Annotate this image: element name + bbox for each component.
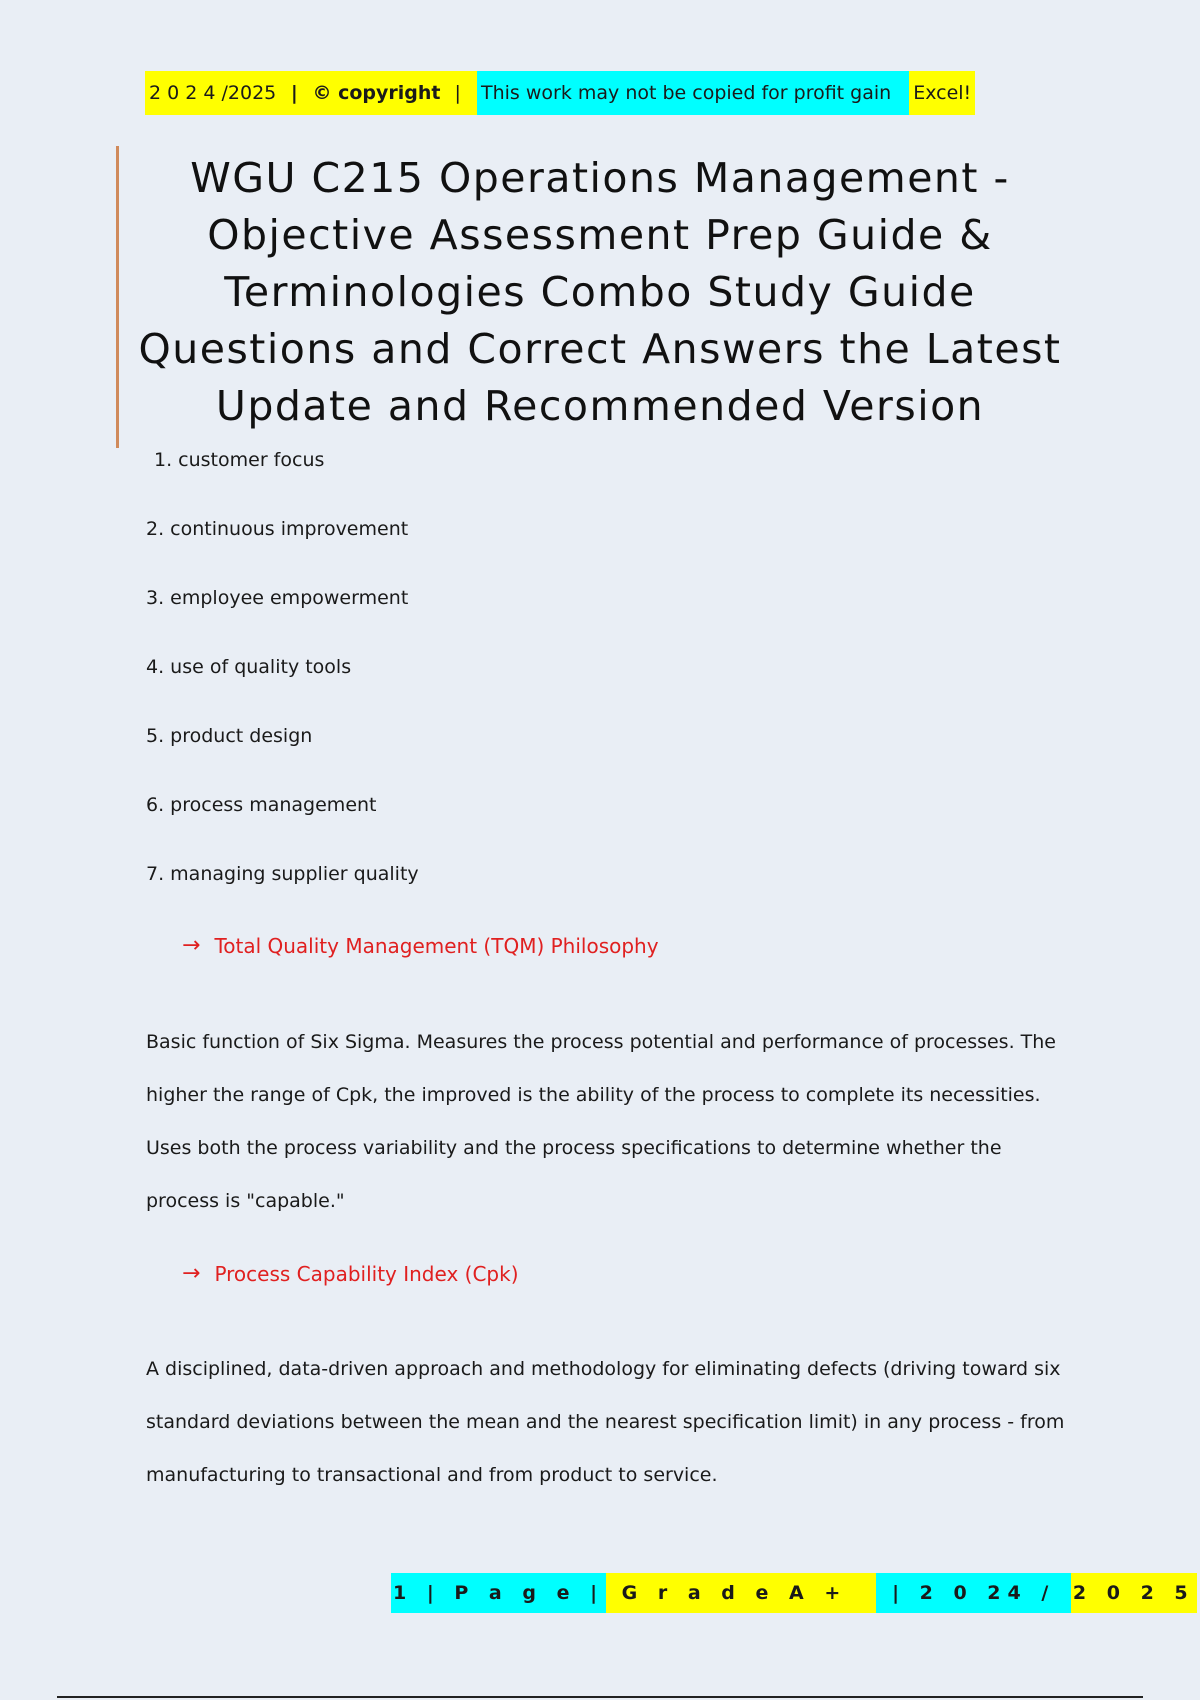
- header-banner: [145, 71, 975, 115]
- answer-text: Process Capability Index (Cpk): [214, 1261, 519, 1286]
- list-item: 4. use of quality tools: [146, 656, 352, 678]
- tqm-principles-list: [146, 445, 419, 928]
- list-item: 6. process management: [146, 794, 377, 816]
- arrow-right-icon: →: [182, 1261, 201, 1286]
- footer-year-start: | 2 0 24 /: [876, 1573, 1070, 1613]
- list-item: 3. employee empowerment: [146, 587, 409, 609]
- list-item: 5. product design: [146, 725, 313, 747]
- list-item: 7. managing supplier quality: [146, 863, 419, 885]
- answer-text: Total Quality Management (TQM) Philosophy: [214, 933, 659, 958]
- header-year: 2 0 2 4 /2025: [145, 71, 280, 115]
- question-paragraph-cpk: Basic function of Six Sigma. Measures the process potential and performance of processes. The higher the range of Cpk, the improved is the ability of the process to complete its necessities. Uses both the process variability and the process specifications to determine whether the process is "capable.": [146, 1031, 1056, 1212]
- footer-year-end: 2 0 2 5: [1071, 1573, 1197, 1613]
- answer-cpk: [182, 1261, 519, 1286]
- question-paragraph-six-sigma: A disciplined, data-driven approach and methodology for eliminating defects (driving toward six standard deviations between the mean and the nearest specification limit) in any process - from manufacturing to transactional and from product to service.: [146, 1358, 1065, 1486]
- title-accent-rule: [116, 146, 119, 448]
- list-item: 1. customer focus: [154, 449, 325, 471]
- footer-grade: G r a d e A +: [606, 1573, 876, 1613]
- bottom-divider: [57, 1696, 1143, 1698]
- header-sep-2: |: [444, 71, 477, 115]
- arrow-right-icon: →: [182, 933, 201, 958]
- header-copyright: © copyright: [308, 71, 444, 115]
- footer-page-number: 1 | P a g e |: [391, 1573, 606, 1613]
- header-excel: Excel!: [909, 71, 975, 115]
- page-footer: [391, 1573, 1197, 1613]
- list-item: 2. continuous improvement: [146, 518, 409, 540]
- answer-tqm: [182, 933, 659, 958]
- document-title: WGU C215 Operations Management - Objective Assessment Prep Guide & Terminologies Combo Study Guide Questions and Correct Answers the Latest Update and Recommended Version: [138, 154, 1062, 430]
- header-notice: This work may not be copied for profit gain: [477, 71, 909, 115]
- header-sep-1: |: [280, 71, 308, 115]
